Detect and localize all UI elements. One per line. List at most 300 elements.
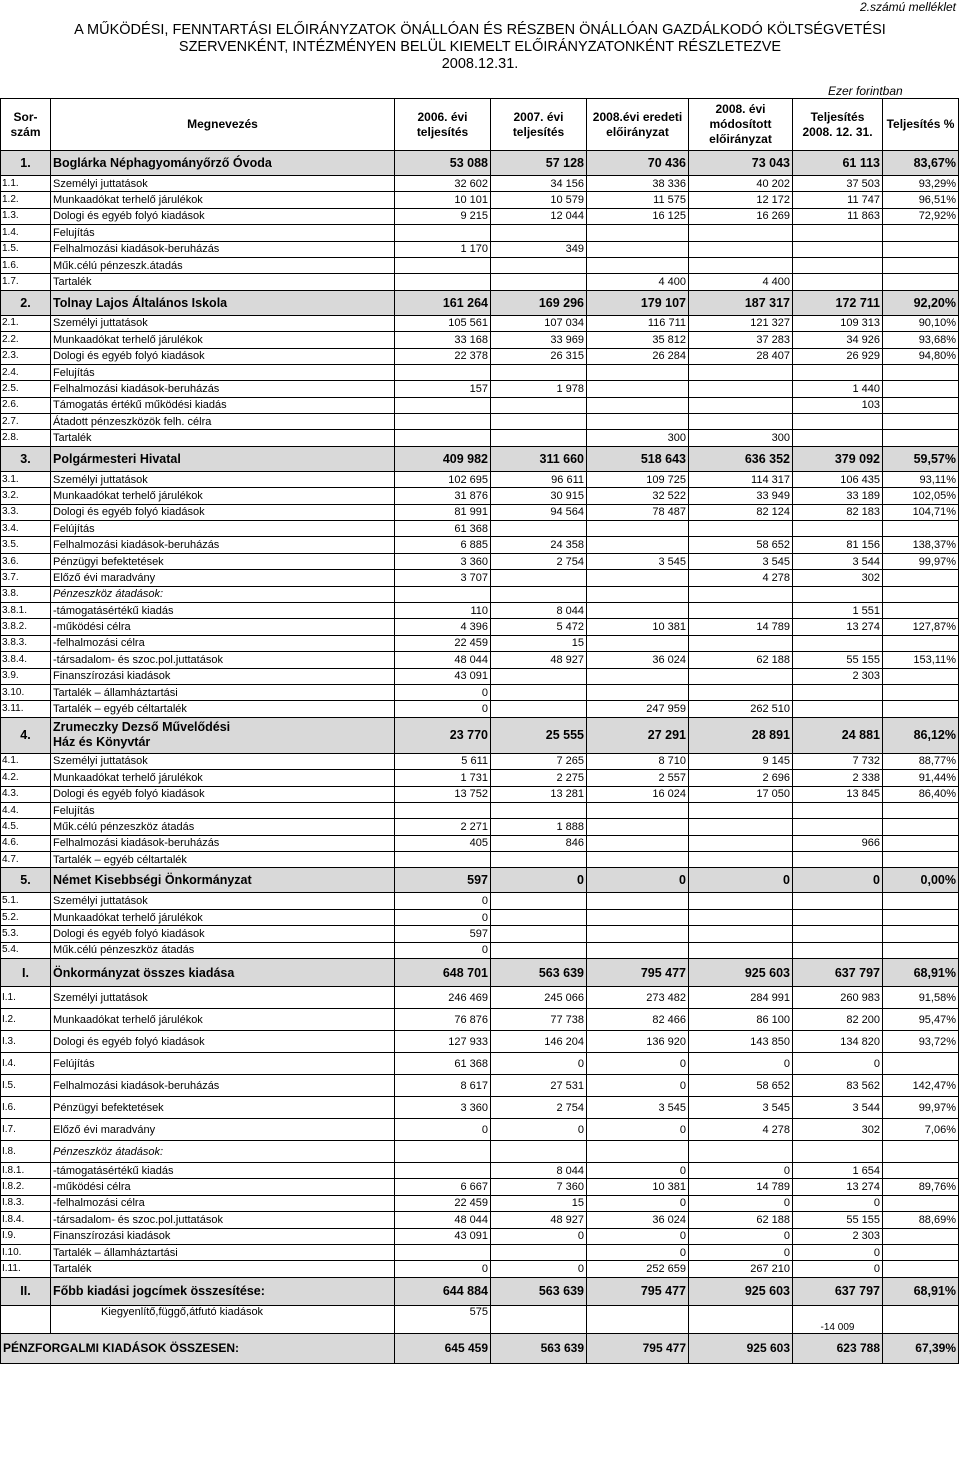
value-modositott: 4 278 bbox=[689, 1119, 793, 1141]
row-name: -működési célra bbox=[51, 1179, 395, 1195]
value-pct: 102,05% bbox=[883, 488, 959, 504]
value-teljesites bbox=[793, 586, 883, 602]
table-row bbox=[1, 770, 959, 786]
value-eredeti bbox=[587, 1141, 689, 1163]
value-2007: 107 034 bbox=[491, 315, 587, 331]
value-2007: 846 bbox=[491, 835, 587, 851]
value-teljesites bbox=[793, 430, 883, 446]
value-modositott bbox=[689, 802, 793, 818]
value-2006: 0 bbox=[395, 701, 491, 717]
row-code: 4.6. bbox=[1, 835, 51, 851]
value-2006: 597 bbox=[395, 868, 491, 893]
value-2006 bbox=[395, 274, 491, 290]
table-row bbox=[1, 926, 959, 942]
row-code: I.5. bbox=[1, 1075, 51, 1097]
value-teljesites: 7 732 bbox=[793, 753, 883, 769]
value-teljesites: 13 845 bbox=[793, 786, 883, 802]
row-name: Kiegyenlítő,függő,átfutó kiadások bbox=[51, 1305, 395, 1333]
value-2007 bbox=[491, 570, 587, 586]
value-teljesites: 83 562 bbox=[793, 1075, 883, 1097]
value-2007 bbox=[491, 909, 587, 925]
row-name: Előző évi maradvány bbox=[51, 570, 395, 586]
value-2006: 4 396 bbox=[395, 619, 491, 635]
value-modositott: 58 652 bbox=[689, 1075, 793, 1097]
row-code: 2.3. bbox=[1, 348, 51, 364]
value-2007: 0 bbox=[491, 1261, 587, 1277]
value-2007 bbox=[491, 586, 587, 602]
row-code: 5.3. bbox=[1, 926, 51, 942]
value-teljesites: 1 551 bbox=[793, 602, 883, 618]
value-eredeti bbox=[587, 586, 689, 602]
value-pct: 86,12% bbox=[883, 717, 959, 753]
table-row bbox=[1, 635, 959, 651]
row-code: 1.6. bbox=[1, 257, 51, 273]
header-2007: 2007. évi teljesítés bbox=[491, 99, 587, 151]
value-2006 bbox=[395, 414, 491, 430]
value-eredeti bbox=[587, 802, 689, 818]
table-row bbox=[1, 290, 959, 315]
value-teljesites bbox=[793, 701, 883, 717]
value-2007: 563 639 bbox=[491, 959, 587, 987]
value-modositott: 28 891 bbox=[689, 717, 793, 753]
table-row bbox=[1, 1119, 959, 1141]
row-code: 3.8.2. bbox=[1, 619, 51, 635]
value-modositott: 4 278 bbox=[689, 570, 793, 586]
value-pct bbox=[883, 397, 959, 413]
value-2006: 31 876 bbox=[395, 488, 491, 504]
value-2007: 7 360 bbox=[491, 1179, 587, 1195]
value-2007: 25 555 bbox=[491, 717, 587, 753]
row-code: 3.8.4. bbox=[1, 652, 51, 668]
row-name: Finanszírozási kiadások bbox=[51, 1228, 395, 1244]
row-code: I. bbox=[1, 959, 51, 987]
row-name: -támogatásértékű kiadás bbox=[51, 1163, 395, 1179]
value-modositott: 636 352 bbox=[689, 446, 793, 471]
row-name: Munkaadókat terhelő járulékok bbox=[51, 488, 395, 504]
value-2006: 6 885 bbox=[395, 537, 491, 553]
row-name: Dologi és egyéb folyó kiadások bbox=[51, 786, 395, 802]
value-2007: 0 bbox=[491, 1119, 587, 1141]
table-row bbox=[1, 1031, 959, 1053]
row-code: 4.4. bbox=[1, 802, 51, 818]
value-2007: 96 611 bbox=[491, 471, 587, 487]
value-modositott: 62 188 bbox=[689, 652, 793, 668]
row-code: 3.8.1. bbox=[1, 602, 51, 618]
value-eredeti bbox=[587, 909, 689, 925]
value-eredeti: 27 291 bbox=[587, 717, 689, 753]
value-modositott: 3 545 bbox=[689, 553, 793, 569]
value-teljesites: 260 983 bbox=[793, 987, 883, 1009]
row-code: 5.1. bbox=[1, 893, 51, 909]
value-2007 bbox=[491, 430, 587, 446]
value-teljesites: 13 274 bbox=[793, 619, 883, 635]
value-eredeti bbox=[587, 225, 689, 241]
row-name: Pénzeszköz átadások: bbox=[51, 1141, 395, 1163]
row-code: 3.10. bbox=[1, 684, 51, 700]
value-2007: 2 275 bbox=[491, 770, 587, 786]
value-pct: 91,58% bbox=[883, 987, 959, 1009]
value-teljesites: 0 bbox=[793, 1195, 883, 1211]
row-code: 3.9. bbox=[1, 668, 51, 684]
value-eredeti: 0 bbox=[587, 1195, 689, 1211]
value-modositott: 82 124 bbox=[689, 504, 793, 520]
value-eredeti bbox=[587, 381, 689, 397]
row-name: Dologi és egyéb folyó kiadások bbox=[51, 208, 395, 224]
row-name: Főbb kiadási jogcímek összesítése: bbox=[51, 1277, 395, 1305]
value-eredeti bbox=[587, 852, 689, 868]
value-pct bbox=[883, 414, 959, 430]
value-2007 bbox=[491, 364, 587, 380]
value-2007: 563 639 bbox=[491, 1333, 587, 1363]
value-pct: 99,97% bbox=[883, 1097, 959, 1119]
value-2006: 3 707 bbox=[395, 570, 491, 586]
header-2006: 2006. évi teljesítés bbox=[395, 99, 491, 151]
value-eredeti: 795 477 bbox=[587, 1277, 689, 1305]
value-modositott: 267 210 bbox=[689, 1261, 793, 1277]
value-teljesites: 3 544 bbox=[793, 553, 883, 569]
value-modositott: 262 510 bbox=[689, 701, 793, 717]
value-pct bbox=[883, 668, 959, 684]
value-pct bbox=[883, 802, 959, 818]
value-pct bbox=[883, 1141, 959, 1163]
value-teljesites: 302 bbox=[793, 1119, 883, 1141]
value-pct: 72,92% bbox=[883, 208, 959, 224]
row-name: Műk.célú pénzeszköz átadás bbox=[51, 819, 395, 835]
row-name: Dologi és egyéb folyó kiadások bbox=[51, 926, 395, 942]
value-teljesites bbox=[793, 521, 883, 537]
value-pct bbox=[883, 819, 959, 835]
value-pct bbox=[883, 1053, 959, 1075]
value-eredeti: 3 545 bbox=[587, 553, 689, 569]
value-eredeti bbox=[587, 893, 689, 909]
value-pct: 104,71% bbox=[883, 504, 959, 520]
table-row bbox=[1, 1075, 959, 1097]
value-eredeti: 35 812 bbox=[587, 332, 689, 348]
value-pct bbox=[883, 274, 959, 290]
value-modositott: 4 400 bbox=[689, 274, 793, 290]
value-modositott: 40 202 bbox=[689, 176, 793, 192]
value-teljesites bbox=[793, 274, 883, 290]
row-code bbox=[1, 1305, 51, 1333]
row-code: 5.4. bbox=[1, 942, 51, 958]
table-row bbox=[1, 553, 959, 569]
row-code: 4.7. bbox=[1, 852, 51, 868]
value-2007: 30 915 bbox=[491, 488, 587, 504]
table-row bbox=[1, 488, 959, 504]
value-2006 bbox=[395, 225, 491, 241]
row-name: Polgármesteri Hivatal bbox=[51, 446, 395, 471]
row-code: 1.5. bbox=[1, 241, 51, 257]
value-teljesites: 11 747 bbox=[793, 192, 883, 208]
value-2007: 0 bbox=[491, 1228, 587, 1244]
row-code: 4.3. bbox=[1, 786, 51, 802]
row-name: Műk.célú pénzeszk.átadás bbox=[51, 257, 395, 273]
value-pct bbox=[883, 225, 959, 241]
value-2006: 3 360 bbox=[395, 553, 491, 569]
header-pct: Teljesítés % bbox=[883, 99, 959, 151]
value-eredeti: 795 477 bbox=[587, 1333, 689, 1363]
row-code: 2.6. bbox=[1, 397, 51, 413]
value-pct: 93,29% bbox=[883, 176, 959, 192]
row-name: Felhalmozási kiadások-beruházás bbox=[51, 381, 395, 397]
value-2007: 13 281 bbox=[491, 786, 587, 802]
row-code: 1.1. bbox=[1, 176, 51, 192]
value-2006 bbox=[395, 364, 491, 380]
value-eredeti: 8 710 bbox=[587, 753, 689, 769]
value-pct bbox=[883, 586, 959, 602]
value-eredeti: 247 959 bbox=[587, 701, 689, 717]
value-modositott: 0 bbox=[689, 868, 793, 893]
table-row bbox=[1, 430, 959, 446]
row-code: 3.2. bbox=[1, 488, 51, 504]
value-teljesites: 3 544 bbox=[793, 1097, 883, 1119]
value-2006: 161 264 bbox=[395, 290, 491, 315]
value-2007: 27 531 bbox=[491, 1075, 587, 1097]
row-name: -felhalmozási célra bbox=[51, 635, 395, 651]
value-pct bbox=[883, 835, 959, 851]
value-teljesites bbox=[793, 942, 883, 958]
row-code: 1.3. bbox=[1, 208, 51, 224]
row-name: Tartalék bbox=[51, 1261, 395, 1277]
value-modositott: 17 050 bbox=[689, 786, 793, 802]
value-pct bbox=[883, 521, 959, 537]
value-modositott bbox=[689, 819, 793, 835]
row-code: 3.6. bbox=[1, 553, 51, 569]
value-2007: 7 265 bbox=[491, 753, 587, 769]
row-code: I.2. bbox=[1, 1009, 51, 1031]
row-code: 1.7. bbox=[1, 274, 51, 290]
row-name: Munkaadókat terhelő járulékok bbox=[51, 1009, 395, 1031]
row-name: Önkormányzat összes kiadása bbox=[51, 959, 395, 987]
value-modositott: 187 317 bbox=[689, 290, 793, 315]
value-2007: 311 660 bbox=[491, 446, 587, 471]
table-row bbox=[1, 701, 959, 717]
value-modositott: 28 407 bbox=[689, 348, 793, 364]
value-teljesites bbox=[793, 635, 883, 651]
table-row bbox=[1, 274, 959, 290]
row-code: 2.4. bbox=[1, 364, 51, 380]
value-modositott: 12 172 bbox=[689, 192, 793, 208]
value-2007 bbox=[491, 852, 587, 868]
value-2006: 48 044 bbox=[395, 652, 491, 668]
value-teljesites bbox=[793, 909, 883, 925]
value-2007 bbox=[491, 257, 587, 273]
table-row bbox=[1, 241, 959, 257]
value-2007: 15 bbox=[491, 635, 587, 651]
table-row bbox=[1, 315, 959, 331]
value-teljesites bbox=[793, 802, 883, 818]
value-modositott: 62 188 bbox=[689, 1212, 793, 1228]
header-modositott: 2008. évi módosított előirányzat bbox=[689, 99, 793, 151]
table-row bbox=[1, 1179, 959, 1195]
value-teljesites: 0 bbox=[793, 1053, 883, 1075]
table-row bbox=[1, 852, 959, 868]
value-pct: 94,80% bbox=[883, 348, 959, 364]
value-pct: 127,87% bbox=[883, 619, 959, 635]
row-code: I.7. bbox=[1, 1119, 51, 1141]
table-row bbox=[1, 521, 959, 537]
value-2006: 102 695 bbox=[395, 471, 491, 487]
value-pct: 92,20% bbox=[883, 290, 959, 315]
value-2006 bbox=[395, 257, 491, 273]
value-eredeti: 0 bbox=[587, 1163, 689, 1179]
value-2007: 48 927 bbox=[491, 652, 587, 668]
row-name: Munkaadókat terhelő járulékok bbox=[51, 192, 395, 208]
value-2007: 0 bbox=[491, 1053, 587, 1075]
value-pct: 99,97% bbox=[883, 553, 959, 569]
row-code: 3.11. bbox=[1, 701, 51, 717]
value-2006: 13 752 bbox=[395, 786, 491, 802]
row-code: I.8.4. bbox=[1, 1212, 51, 1228]
value-eredeti: 11 575 bbox=[587, 192, 689, 208]
row-code: I.3. bbox=[1, 1031, 51, 1053]
value-2007: 94 564 bbox=[491, 504, 587, 520]
value-modositott bbox=[689, 381, 793, 397]
header-row bbox=[1, 99, 959, 151]
value-modositott: 0 bbox=[689, 1163, 793, 1179]
value-2006 bbox=[395, 1244, 491, 1260]
annex-label: 2.számú melléklet bbox=[859, 0, 956, 14]
value-teljesites: 0 bbox=[793, 1244, 883, 1260]
value-2006: 575 bbox=[395, 1305, 491, 1333]
value-2007: 48 927 bbox=[491, 1212, 587, 1228]
value-eredeti bbox=[587, 257, 689, 273]
row-name: Pénzügyi befektetések bbox=[51, 553, 395, 569]
value-modositott bbox=[689, 893, 793, 909]
table-row bbox=[1, 364, 959, 380]
value-teljesites bbox=[793, 893, 883, 909]
value-teljesites: 55 155 bbox=[793, 1212, 883, 1228]
value-2007: 1 888 bbox=[491, 819, 587, 835]
value-teljesites: 2 338 bbox=[793, 770, 883, 786]
value-pct: 96,51% bbox=[883, 192, 959, 208]
row-code: 2.5. bbox=[1, 381, 51, 397]
value-teljesites: 2 303 bbox=[793, 668, 883, 684]
value-teljesites bbox=[793, 852, 883, 868]
value-pct bbox=[883, 1228, 959, 1244]
value-pct: 86,40% bbox=[883, 786, 959, 802]
row-code: I.8. bbox=[1, 1141, 51, 1163]
value-2007: 8 044 bbox=[491, 602, 587, 618]
value-pct bbox=[883, 635, 959, 651]
value-2006 bbox=[395, 852, 491, 868]
value-modositott: 925 603 bbox=[689, 959, 793, 987]
value-2006: 648 701 bbox=[395, 959, 491, 987]
value-modositott: 925 603 bbox=[689, 1333, 793, 1363]
value-teljesites: 1 654 bbox=[793, 1163, 883, 1179]
value-teljesites: 109 313 bbox=[793, 315, 883, 331]
value-2007 bbox=[491, 802, 587, 818]
value-teljesites: 637 797 bbox=[793, 1277, 883, 1305]
table-row bbox=[1, 753, 959, 769]
row-code: I.1. bbox=[1, 987, 51, 1009]
value-modositott bbox=[689, 241, 793, 257]
value-modositott bbox=[689, 668, 793, 684]
row-name: -támogatásértékű kiadás bbox=[51, 602, 395, 618]
table-row bbox=[1, 348, 959, 364]
value-2006: 43 091 bbox=[395, 668, 491, 684]
value-pct: 68,91% bbox=[883, 1277, 959, 1305]
table-row bbox=[1, 786, 959, 802]
row-code: 3.5. bbox=[1, 537, 51, 553]
value-pct bbox=[883, 257, 959, 273]
value-pct: 0,00% bbox=[883, 868, 959, 893]
value-2006: 0 bbox=[395, 1261, 491, 1277]
value-2006: 110 bbox=[395, 602, 491, 618]
row-name: -felhalmozási célra bbox=[51, 1195, 395, 1211]
value-pct bbox=[883, 364, 959, 380]
value-pct bbox=[883, 909, 959, 925]
value-eredeti: 2 557 bbox=[587, 770, 689, 786]
table-row bbox=[1, 176, 959, 192]
row-name: Személyi juttatások bbox=[51, 471, 395, 487]
value-eredeti bbox=[587, 635, 689, 651]
row-code: 3.7. bbox=[1, 570, 51, 586]
value-2006 bbox=[395, 1141, 491, 1163]
value-teljesites: 82 183 bbox=[793, 504, 883, 520]
value-pct bbox=[883, 852, 959, 868]
value-modositott: 0 bbox=[689, 1228, 793, 1244]
value-pct bbox=[883, 942, 959, 958]
value-2006: 61 368 bbox=[395, 521, 491, 537]
value-2007: 57 128 bbox=[491, 151, 587, 176]
value-pct: 93,72% bbox=[883, 1031, 959, 1053]
value-2006: 405 bbox=[395, 835, 491, 851]
value-2006: 0 bbox=[395, 893, 491, 909]
row-code: I.4. bbox=[1, 1053, 51, 1075]
value-2007: 26 315 bbox=[491, 348, 587, 364]
table-row bbox=[1, 208, 959, 224]
value-eredeti: 0 bbox=[587, 1244, 689, 1260]
value-2006: 0 bbox=[395, 942, 491, 958]
row-code: 3.4. bbox=[1, 521, 51, 537]
value-modositott: 16 269 bbox=[689, 208, 793, 224]
header-name: Megnevezés bbox=[51, 99, 395, 151]
value-2007: 15 bbox=[491, 1195, 587, 1211]
value-2007: 10 579 bbox=[491, 192, 587, 208]
value-2006: 157 bbox=[395, 381, 491, 397]
value-teljesites: 379 092 bbox=[793, 446, 883, 471]
value-2006: 32 602 bbox=[395, 176, 491, 192]
row-name: Felujítás bbox=[51, 364, 395, 380]
page-title bbox=[0, 22, 960, 73]
value-2007 bbox=[491, 893, 587, 909]
row-name: Tolnay Lajos Általános Iskola bbox=[51, 290, 395, 315]
value-teljesites: 106 435 bbox=[793, 471, 883, 487]
row-code: I.8.3. bbox=[1, 1195, 51, 1211]
value-2006: 1 731 bbox=[395, 770, 491, 786]
value-2006 bbox=[395, 397, 491, 413]
value-2007 bbox=[491, 1305, 587, 1333]
value-pct: 90,10% bbox=[883, 315, 959, 331]
table-row bbox=[1, 1261, 959, 1277]
value-2006: 81 991 bbox=[395, 504, 491, 520]
row-code: 3.3. bbox=[1, 504, 51, 520]
unit-label: Ezer forintban bbox=[828, 84, 903, 98]
row-name: Dologi és egyéb folyó kiadások bbox=[51, 1031, 395, 1053]
row-name: -társadalom- és szoc.pol.juttatások bbox=[51, 652, 395, 668]
value-modositott: 284 991 bbox=[689, 987, 793, 1009]
value-teljesites: 172 711 bbox=[793, 290, 883, 315]
value-modositott bbox=[689, 909, 793, 925]
row-name: -társadalom- és szoc.pol.juttatások bbox=[51, 1212, 395, 1228]
value-2007: 33 969 bbox=[491, 332, 587, 348]
value-2006: 6 667 bbox=[395, 1179, 491, 1195]
value-eredeti: 36 024 bbox=[587, 652, 689, 668]
value-2006: 22 378 bbox=[395, 348, 491, 364]
row-name: Előző évi maradvány bbox=[51, 1119, 395, 1141]
value-modositott bbox=[689, 926, 793, 942]
